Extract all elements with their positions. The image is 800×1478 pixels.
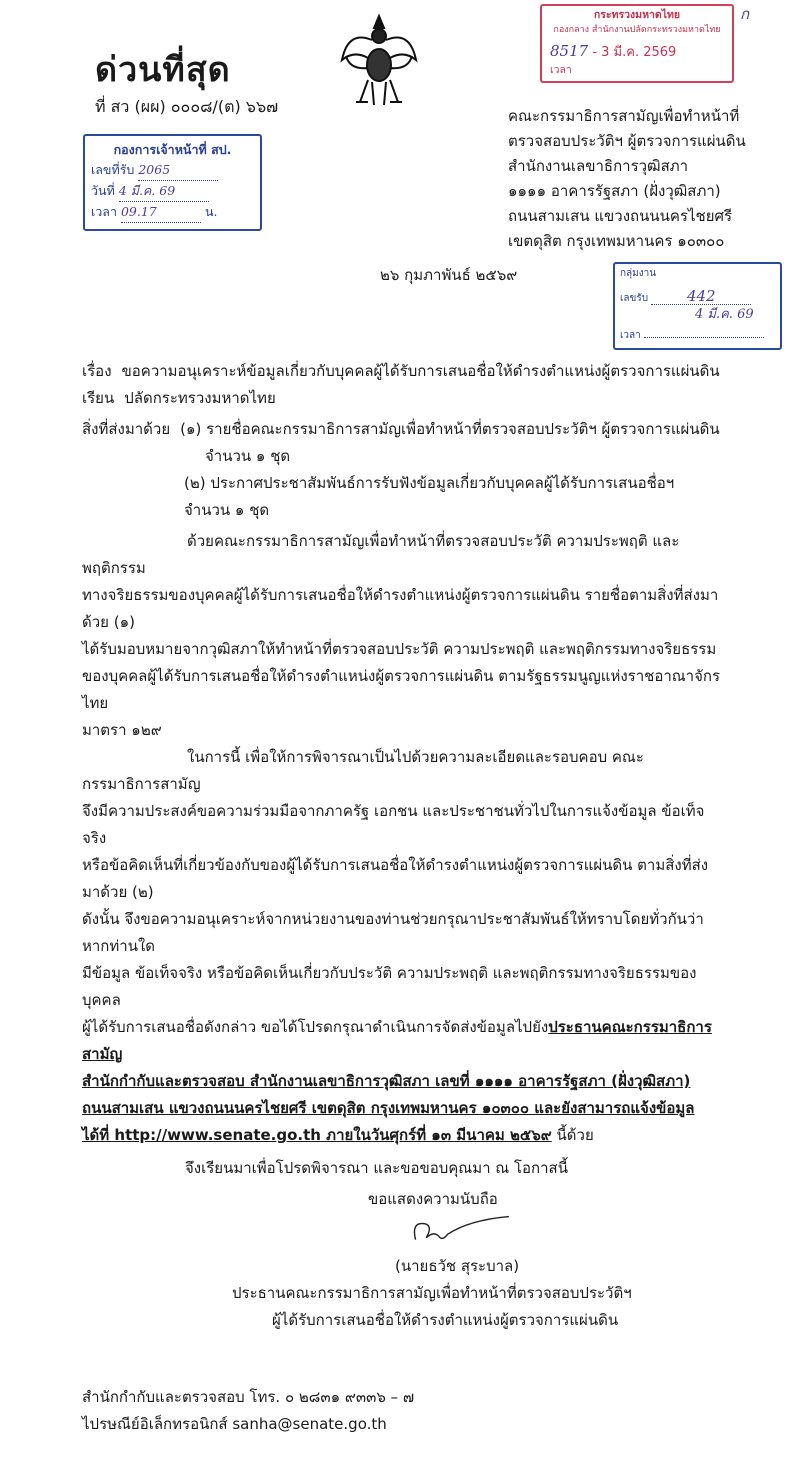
sender-address-line: ๑๑๑๑ อาคารรัฐสภา (ฝั่งวุฒิสภา)	[508, 182, 721, 200]
enclosure-line-1	[82, 416, 722, 443]
urgency-label: ด่วนที่สุด	[95, 50, 231, 90]
red-stamp-date: - 3 มี.ค. 2569	[592, 45, 677, 60]
letter-content	[0, 262, 754, 1478]
signature-mark	[400, 1213, 520, 1253]
sender-address	[508, 104, 746, 254]
para2-line-9	[82, 1122, 722, 1149]
enclosure-item-1-quantity: จำนวน ๑ ชุด	[205, 447, 291, 465]
para1-line-1: ด้วยคณะกรรมาธิการสามัญเพื่อทำหน้าที่ตรวจสอบประวัติ ความประพฤติ และพฤติกรรม	[82, 532, 680, 577]
red-stamp-time-label: เวลา	[550, 64, 572, 76]
stamp-receipt-label: เลขที่รับ	[91, 162, 135, 177]
closing-text: จึงเรียนมาเพื่อโปรดพิจารณา และขอขอบคุณมา ณ โอกาสนี้	[185, 1159, 568, 1177]
sender-address-line: ถนนสามเสน แขวงถนนนครไชยศรี	[508, 207, 733, 225]
para2-line-4: ดังนั้น จึงขอความอนุเคราะห์จากหน่วยงานของท่านช่วยกรุณาประชาสัมพันธ์ให้ทราบโดยทั่วกันว่า หากท่านใด	[82, 910, 704, 955]
sender-address-line: เขตดุสิต กรุงเทพมหานคร ๑๐๓๐๐	[508, 232, 725, 250]
body-paragraph-2	[82, 744, 722, 1014]
garuda-emblem-icon	[338, 10, 420, 110]
footer-email: ไปรษณีย์อิเล็กทรอนิกส์ sanha@senate.go.th	[82, 1415, 387, 1433]
para2-line-6	[82, 1014, 722, 1068]
para2-line-6-text: ผู้ได้รับการเสนอชื่อดังกล่าว ขอได้โปรดกรุณาดำเนินการจัดส่งข้อมูลไปยัง	[82, 1018, 549, 1036]
stamp-title: กองการเจ้าหน้าที่ สป.	[113, 142, 232, 157]
stamp-receipt-value: 442	[651, 288, 751, 305]
para2-line-8: ถนนสามเสน แขวงถนนนครไชยศรี เขตดุสิต กรุงเทพมหานคร ๑๐๓๐๐ และยังสามารถแจ้งข้อมูล	[82, 1099, 695, 1117]
stamp-date-value: 4 มี.ค. 69	[119, 181, 209, 202]
para2-line-2: จึงมีความประสงค์ขอความร่วมมือจากภาครัฐ เอกชน และประชาชนทั่วไปในการแจ้งข้อมูล ข้อเท็จจริง	[82, 802, 705, 847]
signatory-title-2: ผู้ได้รับการเสนอชื่อให้ดำรงตำแหน่งผู้ตรวจการแผ่นดิน	[272, 1311, 619, 1329]
para1-line-3: ได้รับมอบหมายจากวุฒิสภาให้ทำหน้าที่ตรวจสอบประวัติ ความประพฤติ และพฤติกรรมทางจริยธรรม	[82, 640, 717, 658]
signatory-name: (นายธวัช สุระบาล)	[395, 1257, 520, 1275]
enclosure-label: สิ่งที่ส่งมาด้วย	[82, 420, 171, 438]
body-paragraph-1	[82, 528, 722, 744]
subject-label: เรื่อง	[82, 362, 112, 380]
stamp-time-label: เวลา	[620, 330, 641, 341]
recipient-label: เรียน	[82, 389, 115, 407]
red-stamp-title: กระทรวงมหาดไทย	[593, 9, 681, 21]
date-row	[82, 262, 754, 358]
recipient-text: ปลัดกระทรวงมหาดไทย	[124, 389, 276, 407]
recipient-line	[82, 385, 722, 412]
receipt-stamp-right	[613, 262, 782, 350]
enclosure-item-1: (๑) รายชื่อคณะกรรมาธิการสามัญเพื่อทำหน้าที่ตรวจสอบประวัติฯ ผู้ตรวจการแผ่นดิน	[180, 420, 720, 438]
stamp-time-unit: น.	[204, 204, 218, 219]
receipt-stamp-left	[83, 134, 262, 231]
stamp-group-label: กลุ่มงาน	[620, 268, 657, 279]
document-date: ๒๖ กุมภาพันธ์ ๒๕๖๙	[380, 266, 518, 284]
para2-line-9-underlined: ได้ที่ http://www.senate.go.th ภายในวันศุกร์ที่ ๑๓ มีนาคม ๒๕๖๙	[82, 1126, 552, 1144]
footer-office-phone: สำนักกำกับและตรวจสอบ โทร. ๐ ๒๘๓๑ ๙๓๓๖ – ๗	[82, 1388, 415, 1406]
para2-line-9-text: นี้ด้วย	[551, 1126, 594, 1144]
para2-line-6-underlined: ประธานคณะกรรมาธิการสามัญ	[82, 1018, 712, 1063]
stamp-date-value: 4 มี.ค. 69	[695, 307, 754, 322]
handwritten-mark: ก	[740, 5, 750, 23]
red-stamp-subtitle: กองกลาง สำนักงานปลัดกระทรวงมหาดไทย	[553, 25, 721, 35]
stamp-receipt-value: 2065	[138, 160, 218, 181]
para2-line-7: สำนักกำกับและตรวจสอบ สำนักงานเลขาธิการวุฒิสภา เลขที่ ๑๑๑๑ อาคารรัฐสภา (ฝั่งวุฒิสภา)	[82, 1072, 691, 1090]
stamp-time-value: 09.17	[121, 202, 201, 223]
sender-address-line: ตรวจสอบประวัติฯ ผู้ตรวจการแผ่นดิน	[508, 132, 746, 150]
stamp-date-label: วันที่	[91, 183, 115, 198]
stamp-receipt-label: เลขรับ	[620, 293, 649, 304]
red-stamp-number: 8517	[550, 42, 589, 60]
para2-line-3: หรือข้อคิดเห็นที่เกี่ยวข้องกับของผู้ได้รับการเสนอชื่อให้ดำรงตำแหน่งผู้ตรวจการแผ่นดิน ตามสิ่งที่ส่งมาด้วย (๒)	[82, 856, 709, 901]
para1-line-2: ทางจริยธรรมของบุคคลผู้ได้รับการเสนอชื่อให้ดำรงตำแหน่งผู้ตรวจการแผ่นดิน รายชื่อตามสิ่งที่ส่งมาด้วย (๑)	[82, 586, 719, 631]
sender-address-line: สำนักงานเลขาธิการวุฒิสภา	[508, 157, 689, 175]
subject-line	[82, 358, 722, 385]
receipt-stamp-red	[540, 4, 734, 83]
para1-line-5: มาตรา ๑๒๙	[82, 721, 162, 739]
para2-line-1: ในการนี้ เพื่อให้การพิจารณาเป็นไปด้วยความละเอียดและรอบคอบ คณะกรรมาธิการสามัญ	[82, 748, 644, 793]
subject-text: ขอความอนุเคราะห์ข้อมูลเกี่ยวกับบุคคลผู้ได้รับการเสนอชื่อให้ดำรงตำแหน่งผู้ตรวจการแผ่นดิน	[121, 362, 720, 380]
para1-line-4: ของบุคคลผู้ได้รับการเสนอชื่อให้ดำรงตำแหน่งผู้ตรวจการแผ่นดิน ตามรัฐธรรมนูญแห่งราชอาณาจักรไทย	[82, 667, 721, 712]
para2-line-5: มีข้อมูล ข้อเท็จจริง หรือข้อคิดเห็นเกี่ยวกับประวัติ ความประพฤติ และพฤติกรรมทางจริยธรรมของบุคคล	[82, 964, 697, 1009]
reference-number: ที่ สว (ผผ) ๐๐๐๘/(ต) ๖๖๗	[95, 97, 279, 116]
enclosure-item-2: (๒) ประกาศประชาสัมพันธ์การรับฟังข้อมูลเกี่ยวกับบุคคลผู้ได้รับการเสนอชื่อฯ จำนวน ๑ ชุด	[184, 474, 675, 519]
stamp-time-label: เวลา	[91, 204, 117, 219]
signatory-title-1: ประธานคณะกรรมาธิการสามัญเพื่อทำหน้าที่ตรวจสอบประวัติฯ	[232, 1284, 632, 1302]
letter-header	[0, 0, 800, 262]
salutation: ขอแสดงความนับถือ	[368, 1190, 498, 1208]
sender-address-line: คณะกรรมาธิการสามัญเพื่อทำหน้าที่	[508, 107, 740, 125]
